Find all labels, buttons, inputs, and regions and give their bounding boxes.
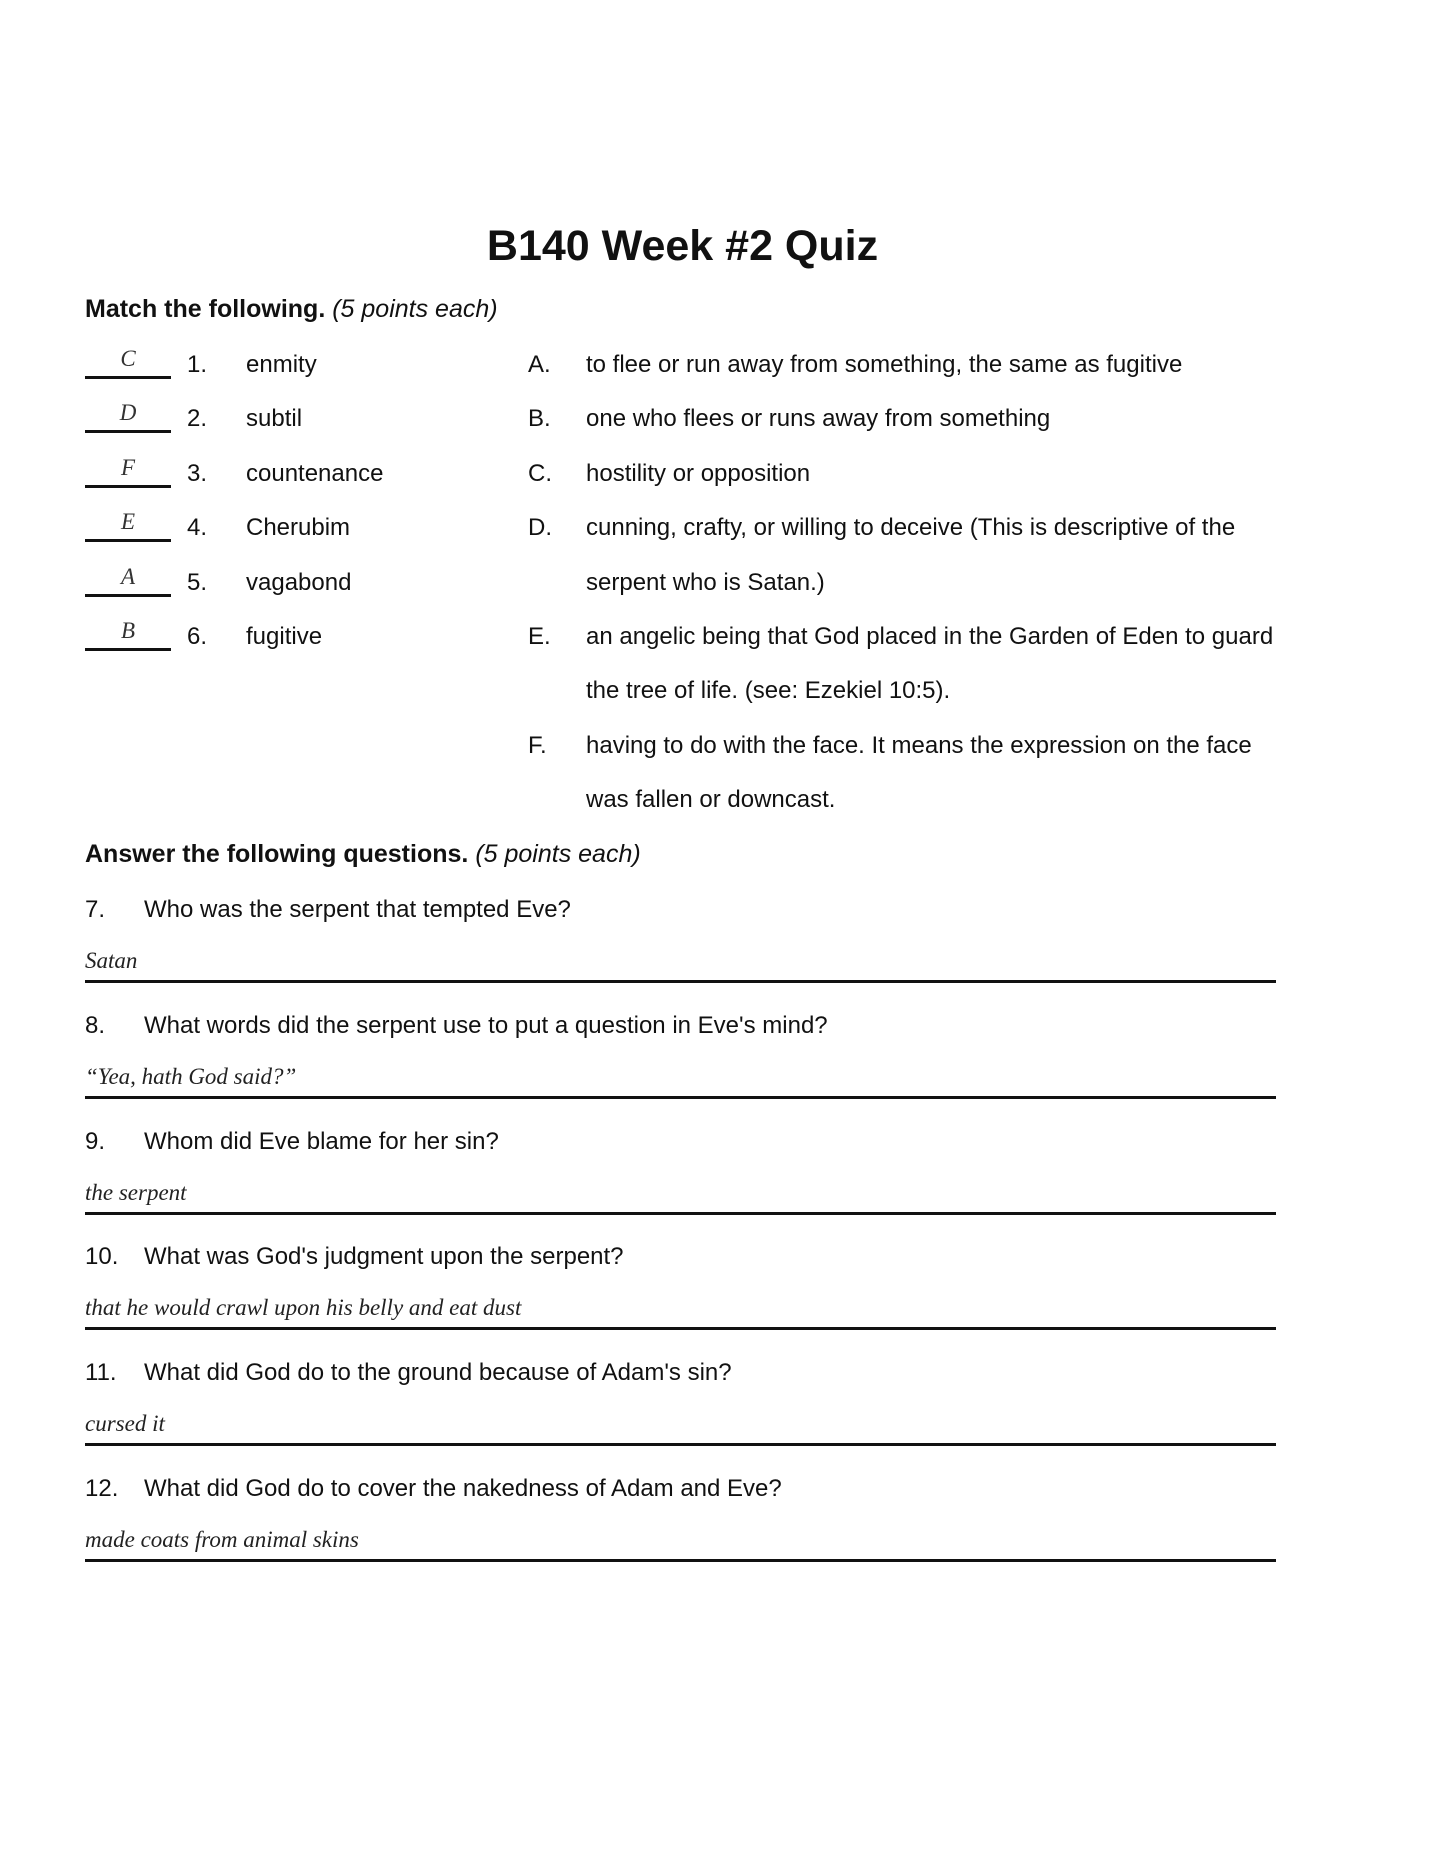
term: countenance xyxy=(246,459,384,487)
question-text: Who was the serpent that tempted Eve? xyxy=(144,896,571,923)
answer-line[interactable]: Satan xyxy=(85,948,1276,983)
questions-heading-text: Answer the following questions. xyxy=(85,840,469,868)
matching-points: (5 points each) xyxy=(332,295,498,323)
definition-letter: C. xyxy=(528,459,552,487)
definition-text: cunning, crafty, or willing to deceive (This is descriptive of the xyxy=(586,514,1236,542)
definition-letter: A. xyxy=(528,351,551,378)
definition-text: hostility or opposition xyxy=(586,459,811,487)
question-number: 9. xyxy=(85,1127,106,1155)
answer-line[interactable]: made coats from animal skins xyxy=(85,1527,1276,1562)
term-number: 6. xyxy=(187,623,208,650)
answer-line[interactable]: that he would crawl upon his belly and eat dust xyxy=(85,1295,1276,1330)
answer-blank[interactable]: C xyxy=(85,346,171,379)
term-number: 5. xyxy=(187,568,208,596)
question-text: What words did the serpent use to put a question in Eve's mind? xyxy=(144,1011,828,1039)
answer-blank[interactable]: E xyxy=(85,509,171,542)
definition-letter: F. xyxy=(528,731,547,759)
term: subtil xyxy=(246,405,303,433)
definition-text: having to do with the face. It means the expression on the face xyxy=(586,731,1252,759)
question-text: What did God do to the ground because of Adam's sin? xyxy=(144,1359,732,1387)
question-number: 7. xyxy=(85,896,106,923)
definition-text: an angelic being that God placed in the Garden of Eden to guard xyxy=(586,623,1274,650)
term-number: 2. xyxy=(187,405,208,433)
term: enmity xyxy=(246,351,317,378)
answer-line[interactable]: “Yea, hath God said?” xyxy=(85,1064,1276,1099)
questions-points: (5 points each) xyxy=(475,840,641,868)
definition-text: to flee or run away from something, the same as fugitive xyxy=(586,351,1183,378)
term-number: 3. xyxy=(187,459,208,487)
question-text: What was God's judgment upon the serpent? xyxy=(144,1243,624,1271)
definition-text: one who flees or runs away from something xyxy=(586,405,1051,433)
definition-text: was fallen or downcast. xyxy=(586,786,836,814)
answer-blank[interactable]: F xyxy=(85,455,171,488)
question-number: 8. xyxy=(85,1011,106,1039)
term: Cherubim xyxy=(246,514,351,542)
definition-text: serpent who is Satan.) xyxy=(586,568,825,596)
answer-line[interactable]: the serpent xyxy=(85,1180,1276,1215)
answer-line[interactable]: cursed it xyxy=(85,1411,1276,1446)
questions-heading xyxy=(85,840,641,869)
definition-text: the tree of life. (see: Ezekiel 10:5). xyxy=(586,677,951,705)
term-number: 1. xyxy=(187,351,208,378)
definition-letter: E. xyxy=(528,623,551,650)
term: fugitive xyxy=(246,623,323,650)
answer-blank[interactable]: D xyxy=(85,400,171,433)
question-text: What did God do to cover the nakedness of Adam and Eve? xyxy=(144,1475,782,1502)
answer-blank[interactable]: B xyxy=(85,618,171,651)
question-number: 11. xyxy=(85,1359,117,1387)
question-number: 10. xyxy=(85,1243,119,1271)
question-text: Whom did Eve blame for her sin? xyxy=(144,1127,499,1155)
definition-letter: D. xyxy=(528,514,552,542)
matching-heading-text: Match the following. xyxy=(85,295,326,323)
question-number: 12. xyxy=(85,1475,119,1502)
page-title: B140 Week #2 Quiz xyxy=(486,222,879,270)
answer-blank[interactable]: A xyxy=(85,564,171,597)
term-number: 4. xyxy=(187,514,208,542)
matching-heading xyxy=(85,295,498,324)
term: vagabond xyxy=(246,568,352,596)
definition-letter: B. xyxy=(528,405,551,433)
